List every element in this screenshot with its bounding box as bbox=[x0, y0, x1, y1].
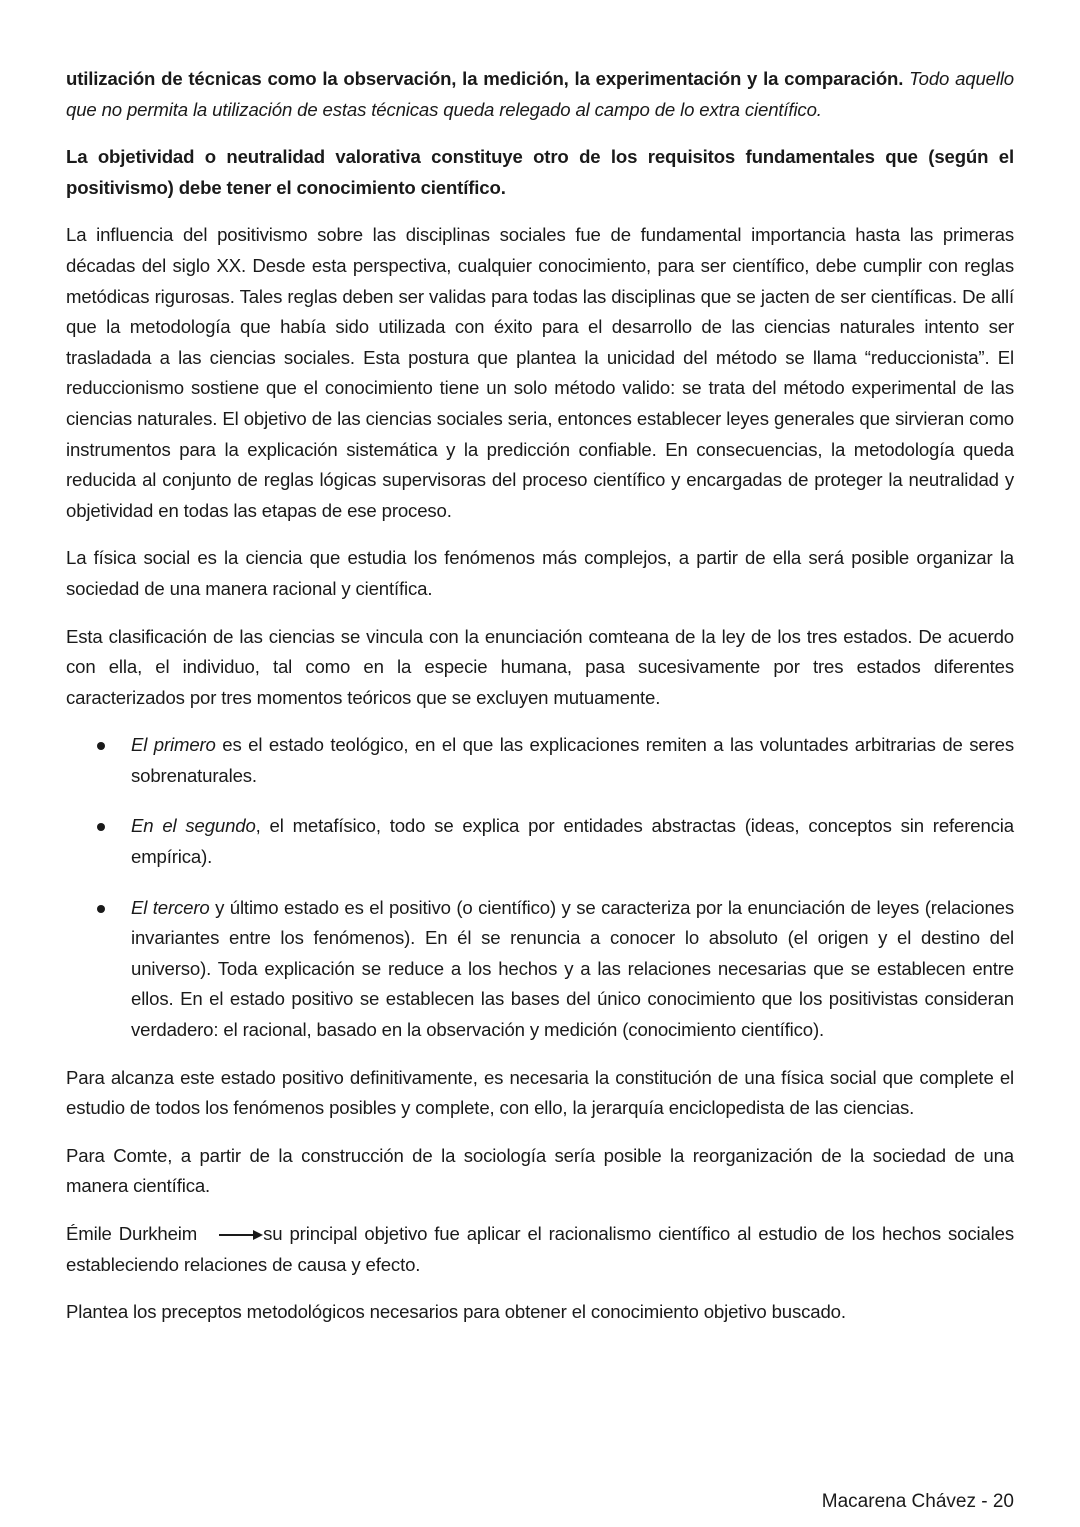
bullet-icon bbox=[97, 742, 105, 750]
right-arrow-icon bbox=[219, 1230, 263, 1240]
durkheim-text: su principal objetivo fue aplicar el racionalismo científico al estudio de los hechos sociales estableciendo relaciones de causa y efecto. bbox=[66, 1223, 1014, 1275]
three-states-list bbox=[66, 730, 1014, 1045]
durkheim-name: Émile Durkheim bbox=[66, 1223, 198, 1244]
paragraph-positivism-influence: La influencia del positivismo sobre las disciplinas sociales fue de fundamental importancia hasta las primeras décadas del siglo XX. Desde esta perspectiva, cualquier conocimiento, para ser científico, debe cumplir con reglas metódicas rigurosas. Tales reglas deben ser validas para todas las disciplinas que se jacten de ser científicas. De allí que la metodología que había sido utilizada con éxito para el desarrollo de las ciencias naturales intento ser trasladada a las ciencias sociales. Esta postura que plantea la unicidad del método se llama “reduccionista”. El reduccionismo sostiene que el conocimiento tiene un solo método valido: se trata del método experimental de las ciencias naturales. El objetivo de las ciencias sociales seria, entonces establecer leyes generales que sirvieran como instrumentos para la explicación sistemática y la predicción confiable. En consecuencias, la metodología queda reducida al conjunto de reglas lógicas supervisoras del proceso científico y encargadas de proteger la neutralidad y objetividad en todas las etapas de ese proceso. bbox=[66, 224, 1014, 521]
paragraph-methodological-precepts: Plantea los preceptos metodológicos necesarios para obtener el conocimiento objetivo buscado. bbox=[66, 1301, 846, 1323]
italic-lead: En el segundo bbox=[131, 815, 256, 837]
paragraph-comte-sociology: Para Comte, a partir de la construcción de la sociología sería posible la reorganización de la sociedad de una manera científica. bbox=[66, 1144, 1014, 1197]
bold-text: La objetividad o neutralidad valorativa constituye otro de los requisitos fundamentales que (según el positivismo) debe tener el conocimiento científico. bbox=[66, 146, 1014, 198]
bold-text: utilización de técnicas como la observación, la medición, la experimentación y la comparación. bbox=[66, 68, 904, 89]
italic-lead: El primero bbox=[131, 734, 216, 756]
paragraph-positive-state-physics: Para alcanza este estado positivo definitivamente, es necesaria la constitución de una física social que complete el estudio de todos los fenómenos posibles y complete, con ello, la jerarquía enciclopedista de las ciencias. bbox=[66, 1066, 1014, 1119]
list-item-text: y último estado es el positivo (o científico) y se caracteriza por la enunciación de leyes (relaciones invariantes entre los fenómenos). En él se renuncia a conocer lo absoluto (el origen y el destino del universo). Toda explicación se reduce a los hechos y a las relaciones necesarias que se establecen entre ellos. En el estado positivo se establecen las bases del único conocimiento que los positivistas consideran verdadero: el racional, basado en la observación y medición (conocimiento científico). bbox=[131, 896, 1014, 1041]
list-item-positive-state bbox=[66, 893, 1014, 1046]
paragraph-fisica-social: La física social es la ciencia que estudia los fenómenos más complejos, a partir de ella será posible organizar la sociedad de una manera racional y científica. bbox=[66, 547, 1014, 599]
bullet-icon bbox=[97, 823, 105, 831]
page-footer: Macarena Chávez - 20 bbox=[821, 1491, 1014, 1512]
document-page bbox=[66, 64, 1014, 1345]
list-item-text: es el estado teológico, en el que las explicaciones remiten a las voluntades arbitrarias de seres sobrenaturales. bbox=[131, 734, 1014, 786]
bullet-icon bbox=[97, 905, 105, 913]
paragraph-objectivity bbox=[66, 142, 1014, 203]
italic-text: Todo aquello que no permita la utilización de estas técnicas queda relegado al campo de lo extra científico. bbox=[66, 68, 1014, 120]
paragraph-durkheim bbox=[66, 1219, 1014, 1280]
list-item-theological-state bbox=[66, 730, 1014, 791]
italic-lead: El tercero bbox=[131, 896, 210, 918]
paragraph-three-states-law: Esta clasificación de las ciencias se vincula con la enunciación comteana de la ley de los tres estados. De acuerdo con ella, el individuo, tal como en la especie humana, pasa sucesivamente por tres estados diferentes caracterizados por tres momentos teóricos que se excluyen mutuamente. bbox=[66, 625, 1014, 708]
paragraph-observation-techniques bbox=[66, 64, 1014, 125]
list-item-text: , el metafísico, todo se explica por entidades abstractas (ideas, conceptos sin referencia empírica). bbox=[131, 815, 1014, 868]
list-item-metaphysical-state bbox=[66, 811, 1014, 872]
